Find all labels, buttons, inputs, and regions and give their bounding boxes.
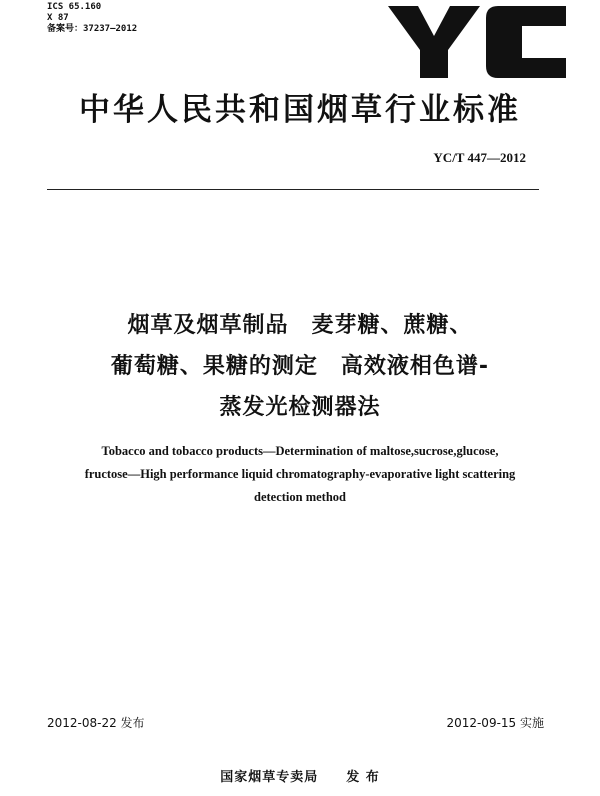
standard-number: YC/T 447—2012: [433, 150, 526, 165]
logo-letter-c: [486, 6, 566, 78]
english-title-line-2: fructose—High performance liquid chromatography-evaporative light scattering: [84, 467, 516, 481]
filing-number: 备案号：37237—2012: [47, 24, 138, 34]
publisher: 国家烟草专卖局 发 布: [220, 770, 380, 785]
issue-date: 2012-08-22 发布: [47, 716, 145, 730]
organization-standard-title: 中华人民共和国烟草行业标准: [79, 92, 521, 128]
yc-logo: [388, 6, 566, 78]
logo-letter-y: [388, 6, 480, 78]
implementation-date: 2012-09-15 实施: [446, 716, 544, 730]
chinese-title-line-3: 蒸发光检测器法: [219, 395, 381, 420]
english-title-line-3: detection method: [254, 490, 346, 504]
chinese-title-line-1: 烟草及烟草制品 麦芽糖、蔗糖、: [127, 313, 473, 338]
ics-code: ICS 65.160: [47, 2, 102, 12]
classification-code: X 87: [47, 13, 69, 23]
header-divider: [47, 189, 539, 190]
english-title-line-1: Tobacco and tobacco products—Determination of maltose,sucrose,glucose,: [101, 444, 499, 458]
chinese-title-line-2: 葡萄糖、果糖的测定 高效液相色谱-: [110, 354, 490, 379]
